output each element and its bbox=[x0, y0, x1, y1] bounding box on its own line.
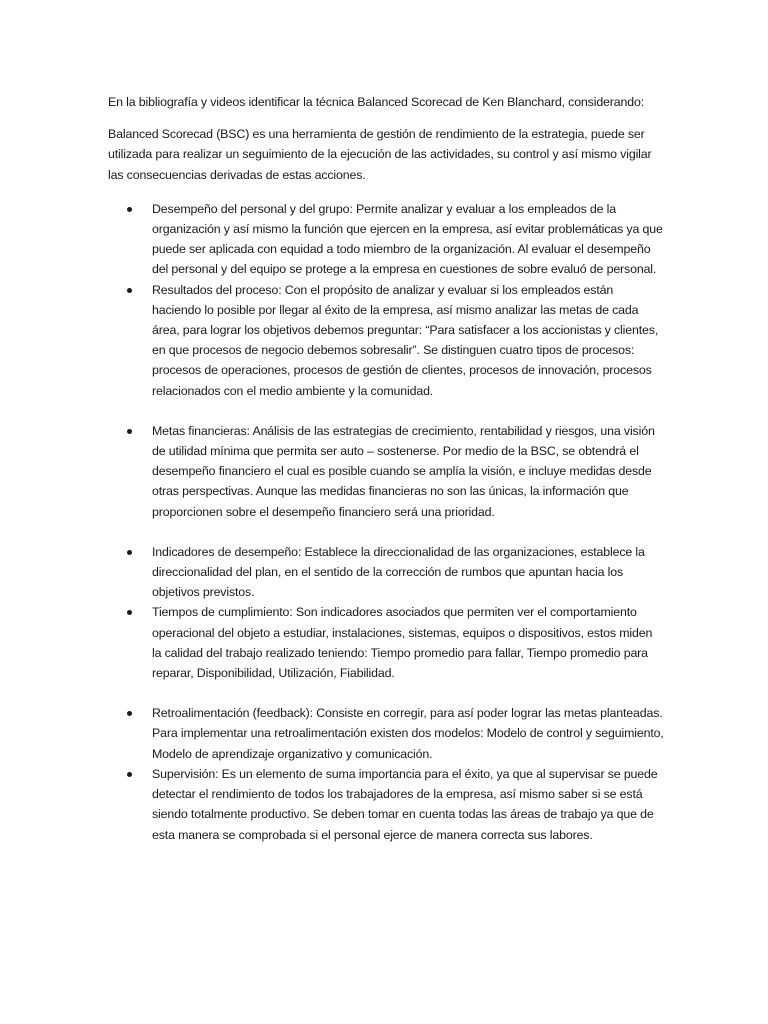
list-item-indicadores-desempeno bbox=[108, 542, 664, 603]
bullet-icon bbox=[127, 207, 132, 212]
bullet-icon bbox=[127, 288, 132, 293]
bullet-icon bbox=[127, 772, 132, 777]
bullet-icon bbox=[127, 550, 132, 555]
list-item-tiempos-cumplimiento bbox=[108, 602, 664, 683]
list-item-supervision bbox=[108, 764, 664, 845]
list-item-desempeno-personal bbox=[108, 199, 664, 280]
bullet-icon bbox=[127, 711, 132, 716]
bsc-definition-paragraph: Balanced Scorecad (BSC) es una herramienta de gestión de rendimiento de la estrategia, puede ser utilizada para realizar un seguimiento de la ejecución de las actividades, su control y así mismo vigilar las consecuencias derivadas de estas acciones. bbox=[108, 127, 652, 182]
bullet-icon bbox=[127, 429, 132, 434]
list-item-metas-financieras bbox=[108, 421, 664, 522]
bullet-list bbox=[108, 199, 664, 845]
list-item-text: Metas financieras: Análisis de las estrategias de crecimiento, rentabilidad y riesgos, una visión de utilidad mínima que permita ser auto – sostenerse. Por medio de la BSC, se obtendrá el desempeño financiero el cual es posible cuando se amplía la visión, e incluye medidas desde otras perspectivas. Aunque las medidas financieras no son las únicas, la información que proporcionen sobre el desempeño financiero será una prioridad. bbox=[152, 423, 655, 519]
list-item-text: Tiempos de cumplimiento: Son indicadores asociados que permiten ver el comportamiento operacional del objeto a estudiar, instalaciones, sistemas, equipos o dispositivos, estos miden la calidad del trabajo realizado teniendo: Tiempo promedio para fallar, Tiempo promedio para reparar, Disponibilidad, Utilización, Fiabilidad. bbox=[152, 605, 653, 681]
list-item-retroalimentacion bbox=[108, 703, 664, 764]
list-item-resultados-proceso bbox=[108, 280, 664, 401]
list-item-text: Retroalimentación (feedback): Consiste en corregir, para así poder lograr las metas planteadas. Para implementar una retroalimentación existen dos modelos: Modelo de control y seguimiento, Modelo de aprendizaje organizativo y comunicación. bbox=[152, 706, 664, 761]
list-item-text: Desempeño del personal y del grupo: Permite analizar y evaluar a los empleados de la organización y así mismo la función que ejercen en la empresa, así evitar problemáticas ya que puede ser aplicada con equidad a todo miembro de la organización. Al evaluar el desempeño del personal y del equipo se protege a la empresa en cuestiones de sobre evaluó de personal. bbox=[152, 201, 663, 277]
list-item-text: Resultados del proceso: Con el propósito de analizar y evaluar si los empleados están haciendo lo posible por llegar al éxito de la empresa, así mismo analizar las metas de cada área, para lograr los objetivos debemos preguntar: “Para satisfacer a los accionistas y clientes, en que procesos de negocio debemos sobresalir”. Se distinguen cuatro tipos de procesos: procesos de operaciones, procesos de gestión de clientes, procesos de innovación, procesos relacionados con el medio ambiente y la comunidad. bbox=[152, 282, 659, 398]
bullet-icon bbox=[127, 610, 132, 615]
document-body bbox=[108, 92, 664, 845]
list-item-text: Indicadores de desempeño: Establece la direccionalidad de las organizaciones, establece la direccionalidad del plan, en el sentido de la corrección de rumbos que apuntan hacia los objetivos previstos. bbox=[152, 544, 645, 600]
intro-text: En la bibliografía y videos identificar la técnica Balanced Scorecad de Ken Blanchard, considerando: bbox=[108, 95, 645, 109]
list-item-text: Supervisión: Es un elemento de suma importancia para el éxito, ya que al supervisar se puede detectar el rendimiento de todos los trabajadores de la empresa, así mismo saber si se está siendo totalmente productivo. Se deben tomar en cuenta todas las áreas de trabajo ya que de esta manera se comprobada si el personal ejerce de manera correcta sus labores. bbox=[152, 766, 658, 842]
